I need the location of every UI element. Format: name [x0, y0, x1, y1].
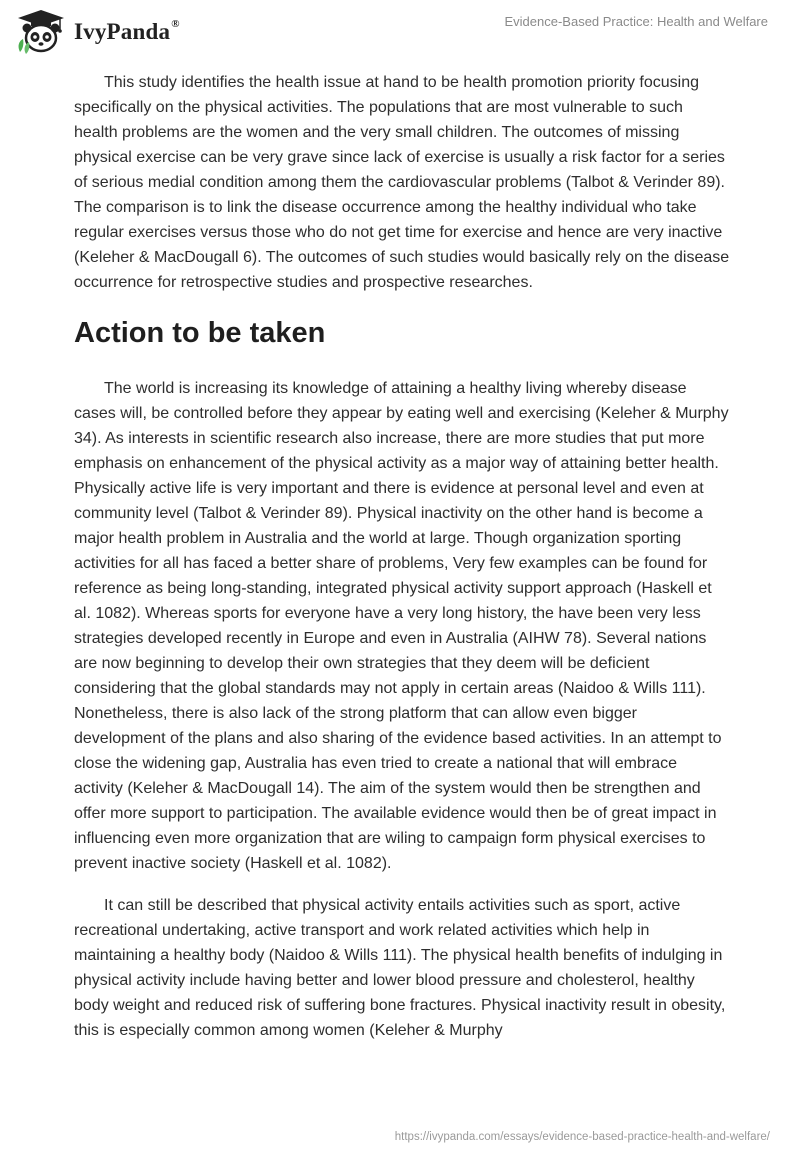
- heading-action-to-be-taken: Action to be taken: [74, 317, 326, 349]
- essay-content: [74, 70, 730, 1043]
- brand-name[interactable]: [74, 19, 180, 45]
- paragraph-1: This study identifies the health issue at hand to be health promotion priority focusing specifically on the physical activities. The populations that are most vulnerable to such health problems are the women and the very small children. The outcomes of missing physical exercise can be very grave since lack of exercise is usually a risk factor for a series of serious medial condition among them the cardiovascular problems (Talbot & Verinder 89). The comparison is to link the disease occurrence among the healthy individual who take regular exercises versus those who do not get time for exercise and hence are very inactive (Keleher & MacDougall 6). The outcomes of such studies would basically rely on the disease occurrence for retrospective studies and prospective researches.: [74, 74, 730, 291]
- page-header: [0, 0, 800, 70]
- brand-text: IvyPanda: [74, 19, 171, 44]
- document-title: Evidence-Based Practice: Health and Welfare: [504, 14, 768, 29]
- paragraph-2: The world is increasing its knowledge of attaining a healthy living whereby disease cases will, be controlled before they appear by eating well and exercising (Keleher & Murphy 34). As interests in scientific research also increase, there are more studies that put more emphasis on enhancement of the physical activity as a major way of attaining better health. Physically active life is very important and there is evidence at personal level and even at community level (Talbot & Verinder 89). Physical inactivity on the other hand is become a major health problem in Australia and the world at large. Though organization sporting activities for all has faced a better share of problems, Very few examples can be found for reference as being long-standing, integrated physical activity support approach (Haskell et al. 1082). Whereas sports for everyone have a very long history, the have been very less strategies developed recently in Europe and even in Australia (AIHW 78). Several nations are now beginning to develop their own strategies that they deem will be deficient considering that the global standards may not apply in certain areas (Naidoo & Wills 111). Nonetheless, there is also lack of the strong platform that can allow even bigger development of the plans and also sharing of the evidence based activities. In an attempt to close the widening gap, Australia has even tried to create a national that will embrace activity (Keleher & MacDougall 14). The aim of the system would then be strengthen and offer more support to participation. The available evidence would then be of great impact in influencing even more organization that are wiling to campaign form physical exercises to prevent inactive society (Haskell et al. 1082).: [74, 380, 729, 872]
- panda-graduate-icon[interactable]: [14, 8, 68, 56]
- paragraph-3: It can still be described that physical activity entails activities such as sport, active recreational undertaking, active transport and work related activities which help in maintaining a healthy body (Naidoo & Wills 111). The physical health benefits of indulging in physical activity include having better and lower blood pressure and cholesterol, healthy body weight and reduced risk of suffering bone fractures. Physical inactivity result in obesity, this is especially common among women (Keleher & Murphy: [74, 897, 726, 1039]
- registered-mark: ®: [171, 18, 180, 31]
- footer-url[interactable]: https://ivypanda.com/essays/evidence-based-practice-health-and-welfare/: [394, 1131, 770, 1143]
